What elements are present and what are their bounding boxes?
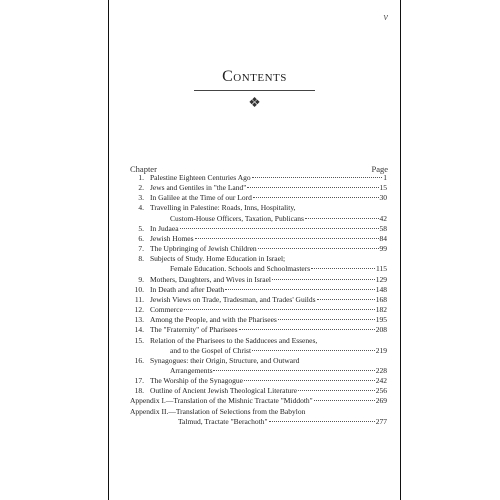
toc-line <box>130 386 387 396</box>
toc-line <box>130 193 387 203</box>
book-page <box>108 0 401 500</box>
chapter-title: Custom-House Officers, Taxation, Publicans <box>170 213 304 223</box>
dot-leader <box>247 187 378 188</box>
toc-line <box>130 264 387 274</box>
chapter-number: 5. <box>138 223 144 233</box>
dot-leader <box>305 218 379 219</box>
dot-leader <box>195 238 379 239</box>
toc-line <box>130 325 387 335</box>
toc-line <box>130 336 387 346</box>
toc-line <box>130 203 387 213</box>
dot-leader <box>252 350 375 351</box>
chapter-title: Talmud, Tractate "Berachoth" <box>178 416 268 426</box>
chapter-title: and to the Gospel of Christ <box>170 345 252 355</box>
toc-line <box>130 275 387 285</box>
chapter-number: 12. <box>134 305 144 315</box>
page-ref: 277 <box>375 416 387 426</box>
chapter-number: 2. <box>138 183 144 193</box>
chapter-title: Outline of Ancient Jewish Theological Literature <box>150 386 298 396</box>
toc-line <box>130 214 387 224</box>
chapter-title: Appendix I.—Translation of the Mishnic Tractate "Middoth" <box>130 396 313 406</box>
dot-leader <box>298 390 375 391</box>
page-number: v <box>383 12 388 23</box>
chapter-title: The "Fraternity" of Pharisees <box>150 325 238 335</box>
chapter-number: 17. <box>134 376 144 386</box>
dot-leader <box>311 268 375 269</box>
toc-line <box>130 254 387 264</box>
page-ref: 208 <box>375 325 387 335</box>
toc-line <box>130 396 387 406</box>
title-rule <box>194 90 315 91</box>
page-ref: 58 <box>379 223 387 233</box>
chapter-title: Relation of the Pharisees to the Sadducees and Essenes, <box>150 335 318 345</box>
page-ref: 269 <box>375 396 387 406</box>
dot-leader <box>278 319 375 320</box>
page-title: Contents <box>222 68 287 85</box>
toc-line <box>130 376 387 386</box>
dot-leader <box>253 197 379 198</box>
chapter-number: 13. <box>134 315 144 325</box>
page-ref: 99 <box>379 244 387 254</box>
chapter-number: 10. <box>134 284 144 294</box>
page-ref: 129 <box>375 274 387 284</box>
dot-leader <box>314 400 375 401</box>
chapter-title: Appendix II.—Translation of Selections from the Babylon <box>130 406 306 416</box>
table-of-contents <box>130 173 387 427</box>
chapter-number: 6. <box>138 233 144 243</box>
page-ref: 168 <box>375 294 387 304</box>
toc-line <box>130 244 387 254</box>
toc-line <box>130 366 387 376</box>
dot-leader <box>272 279 375 280</box>
chapter-title: The Upbringing of Jewish Children <box>150 244 257 254</box>
ornament-icon: ❖ <box>248 96 261 111</box>
page-ref: 15 <box>379 183 387 193</box>
toc-line <box>130 234 387 244</box>
dot-leader <box>213 370 374 371</box>
dot-leader <box>252 177 383 178</box>
chapter-title: Arrangements <box>170 365 213 375</box>
chapter-title: Palestine Eighteen Centuries Ago <box>150 173 251 182</box>
toc-line <box>130 183 387 193</box>
chapter-number: 1. <box>138 173 144 182</box>
toc-line <box>130 173 387 183</box>
toc-line <box>130 305 387 315</box>
page-ref: 242 <box>375 376 387 386</box>
chapter-number: 14. <box>134 325 144 335</box>
chapter-title: Travelling in Palestine: Roads, Inns, Hospitality, <box>150 203 296 213</box>
toc-line <box>130 315 387 325</box>
page-ref: 256 <box>375 386 387 396</box>
chapter-number: 9. <box>138 274 144 284</box>
chapter-column-header: Chapter <box>130 164 157 174</box>
toc-line <box>130 285 387 295</box>
chapter-title: Jewish Homes <box>150 233 194 243</box>
chapter-title: Jewish Views on Trade, Tradesman, and Trades' Guilds <box>150 294 316 304</box>
chapter-number: 16. <box>134 355 144 365</box>
page-ref: 182 <box>375 305 387 315</box>
chapter-title: Among the People, and with the Pharisees <box>150 315 277 325</box>
toc-line <box>130 295 387 305</box>
chapter-title: Subjects of Study. Home Education in Israel; <box>150 254 286 264</box>
dot-leader <box>258 248 379 249</box>
dot-leader <box>269 421 375 422</box>
page-ref: 42 <box>379 213 387 223</box>
chapter-number: 4. <box>138 203 144 213</box>
dot-leader <box>225 289 375 290</box>
toc-line <box>130 407 387 417</box>
chapter-title: Commerce <box>150 305 183 315</box>
chapter-title: Mothers, Daughters, and Wives in Israel <box>150 274 271 284</box>
page-ref: 1 <box>383 173 387 182</box>
chapter-title: Synagogues: their Origin, Structure, and Outward <box>150 355 300 365</box>
dot-leader <box>239 329 375 330</box>
page-ref: 84 <box>379 233 387 243</box>
chapter-number: 8. <box>138 254 144 264</box>
chapter-number: 3. <box>138 193 144 203</box>
toc-line <box>130 346 387 356</box>
chapter-title: Female Education. Schools and Schoolmasters <box>170 264 311 274</box>
dot-leader <box>180 228 379 229</box>
page-ref: 148 <box>375 284 387 294</box>
chapter-title: In Judaea <box>150 223 179 233</box>
dot-leader <box>317 299 375 300</box>
toc-line <box>130 417 387 427</box>
chapter-number: 15. <box>134 335 144 345</box>
chapter-title: The Worship of the Synagogue <box>150 376 243 386</box>
chapter-number: 7. <box>138 244 144 254</box>
toc-line <box>130 356 387 366</box>
chapter-title: In Galilee at the Time of our Lord <box>150 193 252 203</box>
page-ref: 30 <box>379 193 387 203</box>
page-column-header: Page <box>371 164 388 174</box>
toc-line <box>130 224 387 234</box>
page-ref: 228 <box>375 365 387 375</box>
chapter-title: In Death and after Death <box>150 284 225 294</box>
chapter-number: 11. <box>134 294 144 304</box>
page-ref: 219 <box>375 345 387 355</box>
chapter-number: 18. <box>134 386 144 396</box>
dot-leader <box>184 309 375 310</box>
chapter-title: Jews and Gentiles in "the Land" <box>150 183 247 193</box>
page-ref: 195 <box>375 315 387 325</box>
page-ref: 115 <box>376 264 387 274</box>
dot-leader <box>244 380 375 381</box>
